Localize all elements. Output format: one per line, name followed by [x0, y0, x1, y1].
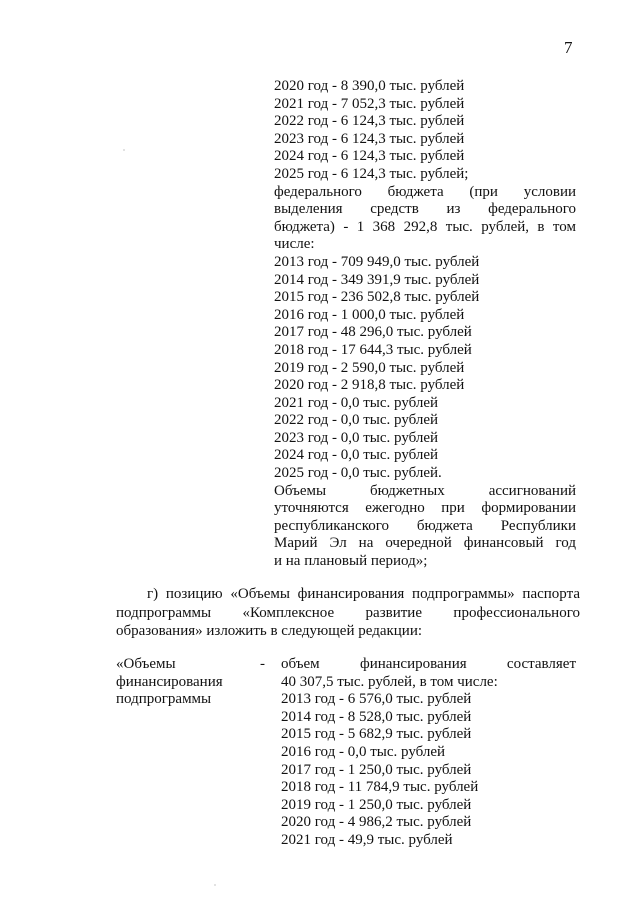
federal-year-line: 2023 год - 0,0 тыс. рублей	[274, 429, 439, 446]
federal-year-line: 2017 год - 48 296,0 тыс. рублей	[274, 324, 472, 341]
allocations-note-line: Объемы бюджетных ассигнований	[274, 482, 576, 499]
position-year-line: 2016 год - 0,0 тыс. рублей	[281, 743, 446, 760]
position-label-line: «Объемы	[116, 656, 176, 672]
federal-intro-line: выделения средств из федерального	[274, 201, 576, 218]
regional-year-line: 2022 год - 6 124,3 тыс. рублей	[274, 113, 465, 130]
federal-year-line: 2025 год - 0,0 тыс. рублей.	[274, 465, 442, 482]
scan-speck	[214, 884, 216, 886]
regional-year-line: 2020 год - 8 390,0 тыс. рублей	[274, 78, 465, 94]
position-intro-line: 40 307,5 тыс. рублей, в том числе:	[281, 673, 498, 690]
instruction-line: г) позицию «Объемы финансирования подпрограммы» паспорта	[147, 586, 580, 602]
instruction-line: подпрограммы «Комплексное развитие профессионального	[116, 604, 580, 621]
federal-year-line: 2016 год - 1 000,0 тыс. рублей	[274, 306, 465, 323]
position-intro-line: объем финансирования составляет	[281, 656, 576, 672]
position-label-line: финансирования	[116, 673, 223, 690]
position-year-line: 2019 год - 1 250,0 тыс. рублей	[281, 796, 472, 813]
federal-intro-line: числе:	[274, 236, 315, 253]
allocations-note-line: уточняются ежегодно при формировании	[274, 500, 576, 517]
regional-year-line: 2021 год - 7 052,3 тыс. рублей	[274, 95, 465, 112]
federal-year-line: 2020 год - 2 918,8 тыс. рублей	[274, 377, 465, 394]
allocations-note-line: Марий Эл на очередной финансовый год	[274, 535, 576, 552]
regional-year-line: 2023 год - 6 124,3 тыс. рублей	[274, 130, 465, 147]
financing-continuation	[274, 78, 576, 571]
federal-year-line: 2018 год - 17 644,3 тыс. рублей	[274, 341, 472, 358]
federal-year-line: 2015 год - 236 502,8 тыс. рублей	[274, 289, 480, 306]
federal-year-line: 2019 год - 2 590,0 тыс. рублей	[274, 359, 465, 376]
position-year-line: 2013 год - 6 576,0 тыс. рублей	[281, 691, 472, 708]
instruction-line: образования» изложить в следующей редакции:	[116, 623, 423, 639]
position-year-line: 2014 год - 8 528,0 тыс. рублей	[281, 708, 472, 725]
position-year-line: 2020 год - 4 986,2 тыс. рублей	[281, 814, 472, 831]
federal-intro-line: бюджета) - 1 368 292,8 тыс. рублей, в том	[274, 218, 576, 235]
federal-year-line: 2024 год - 0,0 тыс. рублей	[274, 447, 439, 464]
federal-year-line: 2013 год - 709 949,0 тыс. рублей	[274, 253, 480, 270]
regional-year-line: 2024 год - 6 124,3 тыс. рублей	[274, 148, 465, 165]
federal-year-line: 2021 год - 0,0 тыс. рублей	[274, 394, 439, 411]
scan-speck	[123, 149, 125, 151]
position-year-line: 2018 год - 11 784,9 тыс. рублей	[281, 779, 479, 796]
position-value	[281, 656, 576, 850]
position-label	[116, 656, 256, 709]
federal-year-line: 2022 год - 0,0 тыс. рублей	[274, 412, 439, 429]
position-label-line: подпрограммы	[116, 691, 212, 708]
position-dash: -	[260, 656, 265, 672]
position-year-line: 2017 год - 1 250,0 тыс. рублей	[281, 761, 472, 778]
federal-intro-line: федерального бюджета (при условии	[274, 183, 576, 200]
allocations-note-line: и на плановый период»;	[274, 553, 428, 570]
page-number: 7	[564, 38, 573, 57]
federal-year-line: 2014 год - 349 391,9 тыс. рублей	[274, 271, 480, 288]
position-year-line: 2015 год - 5 682,9 тыс. рублей	[281, 726, 472, 743]
regional-year-line: 2025 год - 6 124,3 тыс. рублей;	[274, 165, 469, 182]
position-year-line: 2021 год - 49,9 тыс. рублей	[281, 831, 453, 848]
allocations-note-line: республиканского бюджета Республики	[274, 517, 576, 534]
instruction-paragraph	[116, 585, 580, 641]
